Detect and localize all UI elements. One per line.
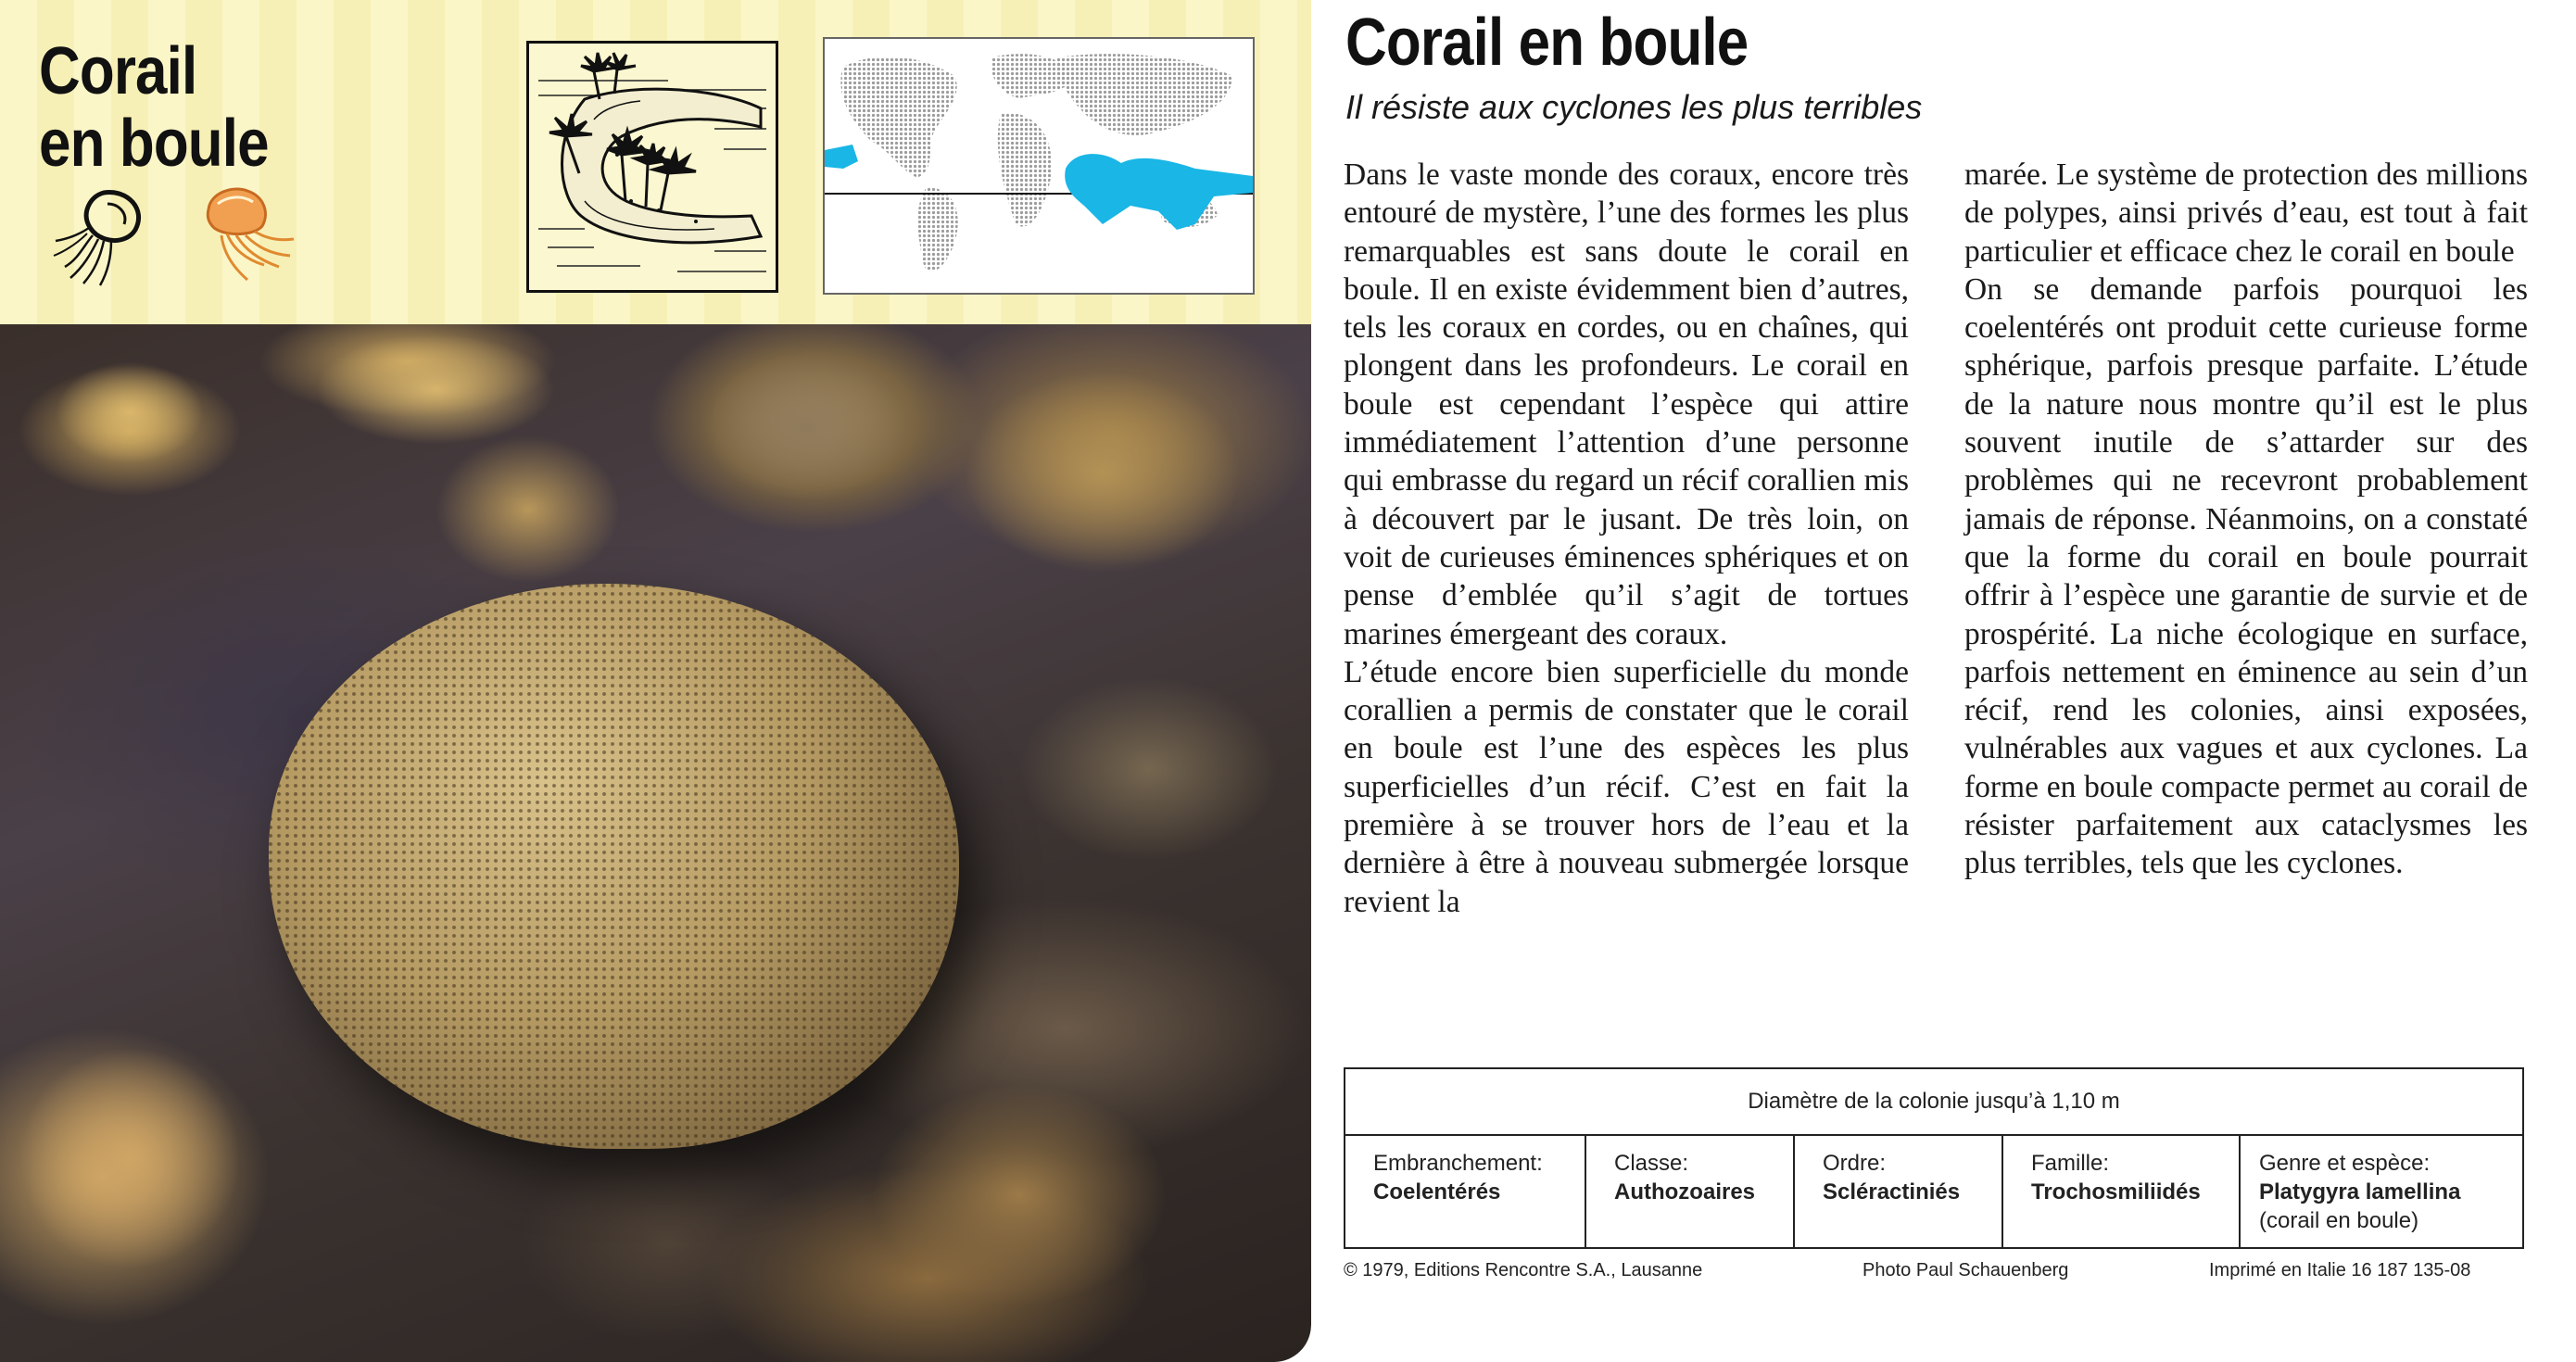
habitat-illustration <box>526 41 778 293</box>
cell-value: Platygyra lamellina <box>2259 1179 2461 1204</box>
paragraph: L’étude encore bien superficielle du monde corallien a permis de constater que le corail en boule est l’une des espèces les plus superficielles d’un récif. C’est en fait la première à se trouver hors de l’eau et la dernière à être à nouveau submergée lorsque revient la <box>1344 654 1909 919</box>
jellyfish-black-icon <box>46 182 158 293</box>
article-subtitle: Il résiste aux cyclones les plus terribles <box>1345 88 1923 126</box>
cell-genre-espece <box>2241 1136 2522 1247</box>
cell-value: Scléractiniés <box>1823 1179 1961 1204</box>
brain-coral <box>269 584 959 1149</box>
jellyfish-orange-icon <box>190 182 301 293</box>
cell-extra: (corail en boule) <box>2259 1208 2419 1233</box>
text-column-1 <box>1344 156 1909 921</box>
paragraph: marée. Le système de protection des millions de polypes, ainsi privés d’eau, est tout à fait particulier et efficace chez le corail en boule <box>1964 158 2528 269</box>
cell-value: Coelentérés <box>1373 1179 1501 1204</box>
print-info: Imprimé en Italie 16 187 135-08 <box>2209 1260 2471 1280</box>
cell-label: Ordre: <box>1823 1151 1887 1176</box>
cell-label: Embranchement: <box>1373 1151 1543 1176</box>
card-title-line1: Corail <box>39 34 197 108</box>
copyright-text: © 1979, Editions Rencontre S.A., Lausanne <box>1344 1260 1703 1280</box>
colony-diameter: Diamètre de la colonie jusqu’à 1,10 m <box>1345 1069 2522 1136</box>
cell-label: Classe: <box>1614 1151 1689 1176</box>
card-title <box>39 35 302 180</box>
cell-classe <box>1586 1136 1795 1247</box>
photo-credit: Photo Paul Schauenberg <box>1863 1260 2069 1280</box>
cell-value: Trochosmiliidés <box>2031 1179 2201 1204</box>
distribution-map <box>823 37 1255 295</box>
cell-value: Authozoaires <box>1614 1179 1756 1204</box>
cell-label: Famille: <box>2031 1151 2110 1176</box>
text-column-2 <box>1964 156 2528 883</box>
paragraph: On se demande parfois pourquoi les coelentérés ont produit cette curieuse forme sphérique, parfois presque parfaite. L’étude de la nature nous montre qu’il est le plus souvent inutile de s’attarder sur des problèmes qui ne recevront probablement jamais de réponse. Néanmoins, on a constaté que la forme du corail en boule pourrait offrir à l’espèce une garantie de survie et de prospérité. La niche écologique en surface, parfois nettement en éminence au sein d’un récif, rend les colonies, ainsi exposées, vulnérables aux vagues et aux cyclones. La forme en boule compacte permet au corail de résister parfaitement aux cataclysmes les plus terribles, tels que les cyclones. <box>1964 271 2528 881</box>
card-title-line2: en boule <box>39 107 269 181</box>
classification-row <box>1345 1136 2522 1247</box>
coral-photo <box>0 324 1311 1362</box>
cell-label: Genre et espèce: <box>2259 1151 2431 1176</box>
classification-table <box>1344 1067 2524 1249</box>
cell-embranchement <box>1345 1136 1586 1247</box>
cell-famille <box>2003 1136 2241 1247</box>
article-title: Corail en boule <box>1345 6 1749 80</box>
cell-ordre <box>1795 1136 2003 1247</box>
paragraph: Dans le vaste monde des coraux, encore très entouré de mystère, l’une des formes les plus remarquables est sans doute le corail en boule. Il en existe évidemment bien d’autres, tels les coraux en cordes, ou en chaînes, qui plongent dans les profondeurs. Le corail en boule est cependant l’espèce qui attire immédiatement l’attention d’une personne qui embrasse du regard un récif corallien mis à découvert par le jusant. De très loin, on voit de curieuses éminences sphériques et on pense d’emblée qu’il s’agit de tortues marines émergeant des coraux. <box>1344 158 1909 651</box>
